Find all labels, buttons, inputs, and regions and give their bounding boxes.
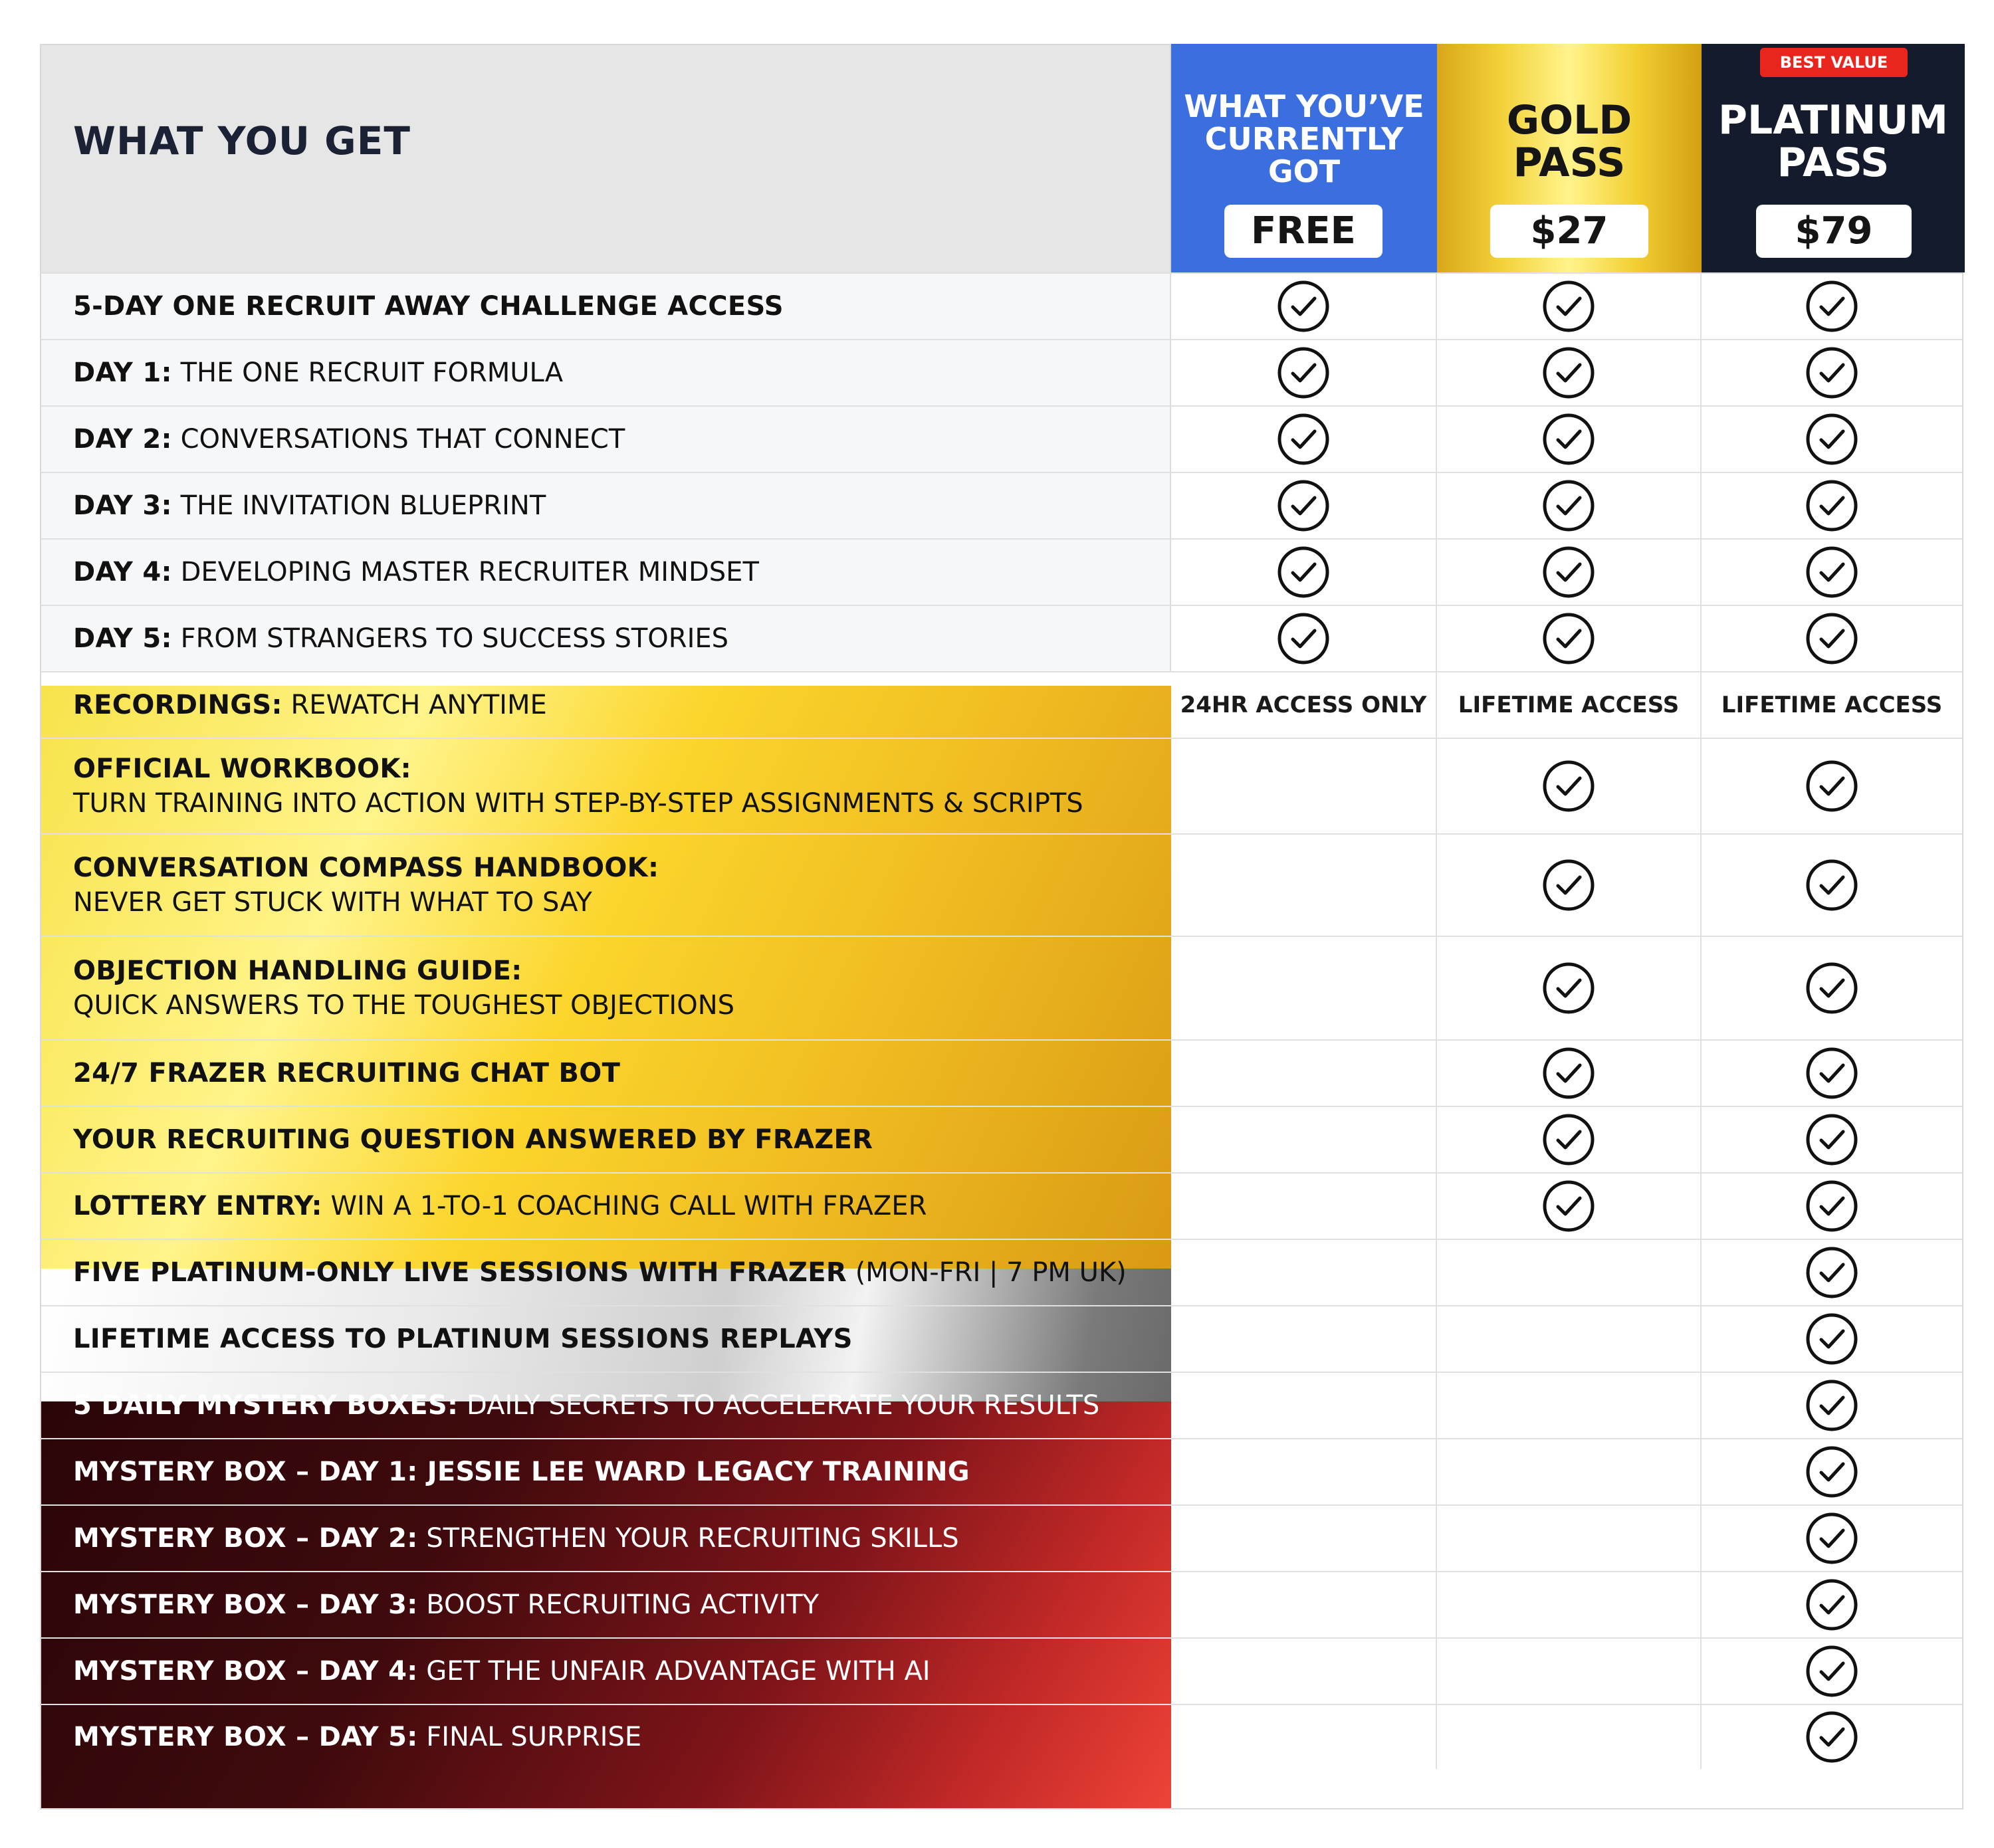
feature-row xyxy=(41,1637,1962,1704)
cell-gold xyxy=(1437,274,1702,339)
feature-line-2 xyxy=(73,788,1171,819)
feature-detail-text: FINAL SURPRISE xyxy=(426,1722,642,1752)
feature-line xyxy=(73,1124,1171,1155)
feature-bold-text: DAY 2: xyxy=(73,424,172,455)
feature-row xyxy=(41,1172,1962,1239)
feature-label xyxy=(41,672,1171,738)
feature-label xyxy=(41,1174,1171,1239)
feature-line xyxy=(73,291,1170,322)
feature-row xyxy=(41,605,1962,671)
feature-row xyxy=(41,272,1962,339)
check-circle-icon xyxy=(1542,1047,1595,1100)
cell-gold xyxy=(1437,1572,1702,1637)
feature-detail-text: GET THE UNFAIR ADVANTAGE WITH AI xyxy=(426,1656,931,1687)
feature-line xyxy=(73,1590,1171,1620)
feature-label xyxy=(41,1306,1171,1372)
feature-line xyxy=(73,1058,1171,1088)
feature-row xyxy=(41,538,1962,605)
feature-row xyxy=(41,1239,1962,1305)
feature-label xyxy=(41,1572,1171,1637)
feature-detail-text: THE ONE RECRUIT FORMULA xyxy=(180,358,564,388)
feature-row xyxy=(41,1305,1962,1372)
check-circle-icon xyxy=(1805,1645,1858,1698)
cell-gold xyxy=(1437,1041,1702,1106)
feature-label xyxy=(41,340,1171,405)
cell-platinum xyxy=(1702,1174,1962,1239)
feature-detail-text: REWATCH ANYTIME xyxy=(290,690,547,720)
plan-price: FREE xyxy=(1224,205,1383,258)
plan-price: $27 xyxy=(1490,205,1648,258)
feature-line xyxy=(73,1523,1171,1554)
feature-column-title: WHAT YOU GET xyxy=(73,118,411,163)
feature-bold-text: MYSTERY BOX – DAY 2: xyxy=(73,1523,418,1554)
feature-bold-text: 5 DAILY MYSTERY BOXES: xyxy=(73,1390,459,1421)
feature-label xyxy=(41,1639,1171,1704)
feature-line-1 xyxy=(73,956,1171,986)
feature-line xyxy=(73,1722,1171,1752)
plan-name: WHAT YOU’VE CURRENTLY GOT xyxy=(1184,88,1424,189)
feature-label xyxy=(41,540,1171,605)
feature-line xyxy=(73,1457,1171,1487)
check-circle-icon xyxy=(1542,280,1595,333)
cell-free xyxy=(1171,672,1437,738)
feature-line xyxy=(73,1390,1171,1421)
cell-platinum xyxy=(1702,274,1962,339)
cell-gold xyxy=(1437,835,1702,936)
check-circle-icon xyxy=(1805,280,1858,333)
cell-platinum xyxy=(1702,1107,1962,1172)
check-circle-icon xyxy=(1805,413,1858,466)
cell-gold xyxy=(1437,1306,1702,1372)
cell-gold xyxy=(1437,672,1702,738)
cell-platinum xyxy=(1702,1506,1962,1571)
cell-platinum xyxy=(1702,1041,1962,1106)
feature-detail-text: DEVELOPING MASTER RECRUITER MINDSET xyxy=(180,557,759,587)
feature-detail-text: BOOST RECRUITING ACTIVITY xyxy=(426,1590,820,1620)
check-circle-icon xyxy=(1805,1578,1858,1631)
check-circle-icon xyxy=(1277,546,1330,599)
plan-header-free xyxy=(1171,44,1437,272)
cell-gold xyxy=(1437,407,1702,472)
feature-row xyxy=(41,405,1962,472)
cell-platinum xyxy=(1702,1373,1962,1438)
check-circle-icon xyxy=(1542,612,1595,665)
check-circle-icon xyxy=(1805,760,1858,813)
feature-label xyxy=(41,739,1171,833)
feature-line xyxy=(73,490,1170,521)
plan-price: $79 xyxy=(1756,205,1912,258)
plan-name xyxy=(1437,97,1702,186)
feature-label xyxy=(41,1439,1171,1504)
feature-line xyxy=(73,1191,1171,1221)
cell-free xyxy=(1171,1639,1437,1704)
feature-bold-text: OBJECTION HANDLING GUIDE: xyxy=(73,956,522,986)
feature-bold-text: DAY 5: xyxy=(73,623,172,654)
check-circle-icon xyxy=(1805,479,1858,532)
cell-gold xyxy=(1437,1439,1702,1504)
check-circle-icon xyxy=(1542,479,1595,532)
cell-platinum xyxy=(1702,340,1962,405)
check-circle-icon xyxy=(1805,859,1858,912)
feature-label xyxy=(41,1705,1171,1769)
check-circle-icon xyxy=(1277,280,1330,333)
feature-line xyxy=(73,1257,1171,1288)
check-circle-icon xyxy=(1805,1512,1858,1565)
feature-line xyxy=(73,557,1170,587)
cell-gold xyxy=(1437,739,1702,833)
check-circle-icon xyxy=(1277,413,1330,466)
cell-free xyxy=(1171,1174,1437,1239)
cell-gold xyxy=(1437,937,1702,1039)
cell-platinum xyxy=(1702,835,1962,936)
check-circle-icon xyxy=(1542,546,1595,599)
feature-label xyxy=(41,1107,1171,1172)
feature-row xyxy=(41,1106,1962,1172)
cell-free xyxy=(1171,540,1437,605)
feature-row xyxy=(41,1438,1962,1504)
feature-line xyxy=(73,1324,1171,1354)
feature-bold-text: DAY 1: xyxy=(73,358,172,388)
check-circle-icon xyxy=(1805,1246,1858,1299)
cell-free xyxy=(1171,1572,1437,1637)
feature-detail-text: NEVER GET STUCK WITH WHAT TO SAY xyxy=(73,887,592,918)
feature-row xyxy=(41,671,1962,738)
cell-free xyxy=(1171,1705,1437,1769)
plan-header-gold xyxy=(1437,44,1702,272)
access-label: LIFETIME ACCESS xyxy=(1721,692,1943,718)
feature-line-1 xyxy=(73,754,1171,784)
cell-gold xyxy=(1437,473,1702,538)
feature-line xyxy=(73,424,1170,455)
cell-free xyxy=(1171,937,1437,1039)
feature-bold-text: MYSTERY BOX – DAY 3: xyxy=(73,1590,418,1620)
comparison-table xyxy=(40,44,1963,1809)
cell-platinum xyxy=(1702,1439,1962,1504)
feature-detail-text: STRENGTHEN YOUR RECRUITING SKILLS xyxy=(426,1523,959,1554)
cell-platinum xyxy=(1702,672,1962,738)
access-label: LIFETIME ACCESS xyxy=(1458,692,1680,718)
feature-detail-text: QUICK ANSWERS TO THE TOUGHEST OBJECTIONS xyxy=(73,990,734,1021)
check-circle-icon xyxy=(1805,962,1858,1015)
cell-gold xyxy=(1437,340,1702,405)
feature-line xyxy=(73,690,1171,720)
cell-platinum xyxy=(1702,1639,1962,1704)
cell-gold xyxy=(1437,606,1702,671)
feature-bold-text: RECORDINGS: xyxy=(73,690,282,720)
feature-bold-text: OFFICIAL WORKBOOK: xyxy=(73,754,411,784)
feature-line-2 xyxy=(73,887,1171,918)
feature-bold-text: 5-DAY ONE RECRUIT AWAY CHALLENGE ACCESS xyxy=(73,291,784,322)
feature-line xyxy=(73,623,1170,654)
cell-gold xyxy=(1437,1639,1702,1704)
check-circle-icon xyxy=(1805,1312,1858,1366)
check-circle-icon xyxy=(1805,612,1858,665)
feature-bold-text: MYSTERY BOX – DAY 4: xyxy=(73,1656,418,1687)
feature-bold-text: LIFETIME ACCESS TO PLATINUM SESSIONS REPLAYS xyxy=(73,1324,853,1354)
check-circle-icon xyxy=(1277,346,1330,399)
cell-platinum xyxy=(1702,1572,1962,1637)
check-circle-icon xyxy=(1542,413,1595,466)
cell-free xyxy=(1171,739,1437,833)
feature-label xyxy=(41,274,1171,339)
feature-row xyxy=(41,833,1962,936)
check-circle-icon xyxy=(1542,859,1595,912)
feature-bold-text: MYSTERY BOX – DAY 5: xyxy=(73,1722,418,1752)
cell-free xyxy=(1171,1306,1437,1372)
cell-platinum xyxy=(1702,473,1962,538)
feature-detail-text: (MON-FRI | 7 PM UK) xyxy=(855,1257,1127,1288)
feature-label xyxy=(41,835,1171,936)
cell-free xyxy=(1171,1373,1437,1438)
feature-label xyxy=(41,1506,1171,1571)
plan-name xyxy=(1702,97,1965,186)
cell-gold xyxy=(1437,1506,1702,1571)
feature-line xyxy=(73,358,1170,388)
plan-name-line-1: GOLD xyxy=(1506,97,1632,144)
feature-label xyxy=(41,1240,1171,1305)
feature-bold-text: FIVE PLATINUM-ONLY LIVE SESSIONS WITH FRAZER xyxy=(73,1257,847,1288)
feature-row xyxy=(41,1571,1962,1637)
feature-detail-text: DAILY SECRETS TO ACCELERATE YOUR RESULTS xyxy=(467,1390,1100,1421)
feature-bold-text: YOUR RECRUITING QUESTION ANSWERED BY FRAZER xyxy=(73,1124,873,1155)
cell-free xyxy=(1171,1107,1437,1172)
cell-gold xyxy=(1437,1373,1702,1438)
feature-bold-text: DAY 4: xyxy=(73,557,172,587)
cell-platinum xyxy=(1702,937,1962,1039)
check-circle-icon xyxy=(1805,346,1858,399)
feature-label xyxy=(41,1041,1171,1106)
feature-row xyxy=(41,1039,1962,1106)
plan-name-line-2: PASS xyxy=(1513,139,1626,186)
cell-gold xyxy=(1437,1240,1702,1305)
best-value-badge: BEST VALUE xyxy=(1760,48,1908,77)
cell-platinum xyxy=(1702,1306,1962,1372)
feature-line xyxy=(73,1656,1171,1687)
check-circle-icon xyxy=(1277,612,1330,665)
cell-gold xyxy=(1437,1705,1702,1769)
check-circle-icon xyxy=(1805,546,1858,599)
cell-platinum xyxy=(1702,606,1962,671)
check-circle-icon xyxy=(1805,1445,1858,1498)
plan-name-line-1: PLATINUM xyxy=(1718,97,1948,144)
feature-detail-text: FROM STRANGERS TO SUCCESS STORIES xyxy=(180,623,729,654)
plan-header-platinum xyxy=(1702,44,1965,272)
feature-row xyxy=(41,936,1962,1039)
feature-bold-text: CONVERSATION COMPASS HANDBOOK: xyxy=(73,853,659,883)
feature-bold-text: 24/7 FRAZER RECRUITING CHAT BOT xyxy=(73,1058,621,1088)
cell-platinum xyxy=(1702,540,1962,605)
cell-free xyxy=(1171,340,1437,405)
cell-free xyxy=(1171,473,1437,538)
check-circle-icon xyxy=(1805,1180,1858,1233)
cell-gold xyxy=(1437,1174,1702,1239)
plan-name-line-2: PASS xyxy=(1777,139,1890,186)
cell-gold xyxy=(1437,540,1702,605)
feature-row xyxy=(41,738,1962,833)
cell-free xyxy=(1171,1240,1437,1305)
feature-label xyxy=(41,473,1171,538)
cell-platinum xyxy=(1702,1240,1962,1305)
header-feature-cell xyxy=(41,45,1171,272)
access-label: 24HR ACCESS ONLY xyxy=(1180,692,1427,718)
check-circle-icon xyxy=(1805,1379,1858,1432)
feature-detail-text: CONVERSATIONS THAT CONNECT xyxy=(180,424,625,455)
feature-detail-text: WIN A 1-TO-1 COACHING CALL WITH FRAZER xyxy=(330,1191,927,1221)
check-circle-icon xyxy=(1805,1113,1858,1166)
feature-label xyxy=(41,1373,1171,1438)
feature-detail-text: THE INVITATION BLUEPRINT xyxy=(180,490,546,521)
feature-row xyxy=(41,1504,1962,1571)
feature-row xyxy=(41,339,1962,405)
check-circle-icon xyxy=(1542,760,1595,813)
cell-free xyxy=(1171,1439,1437,1504)
feature-line-1 xyxy=(73,853,1171,883)
feature-row xyxy=(41,1372,1962,1438)
feature-bold-text: DAY 3: xyxy=(73,490,172,521)
check-circle-icon xyxy=(1277,479,1330,532)
feature-label xyxy=(41,407,1171,472)
feature-row xyxy=(41,1704,1962,1769)
feature-label xyxy=(41,606,1171,671)
feature-row xyxy=(41,472,1962,538)
check-circle-icon xyxy=(1542,962,1595,1015)
feature-line-2 xyxy=(73,990,1171,1021)
cell-free xyxy=(1171,407,1437,472)
check-circle-icon xyxy=(1805,1047,1858,1100)
check-circle-icon xyxy=(1542,1113,1595,1166)
feature-bold-text: LOTTERY ENTRY: xyxy=(73,1191,322,1221)
cell-free xyxy=(1171,274,1437,339)
cell-free xyxy=(1171,1041,1437,1106)
check-circle-icon xyxy=(1805,1710,1858,1764)
cell-gold xyxy=(1437,1107,1702,1172)
cell-platinum xyxy=(1702,739,1962,833)
feature-label xyxy=(41,937,1171,1039)
feature-bold-text: MYSTERY BOX – DAY 1: JESSIE LEE WARD LEGACY TRAINING xyxy=(73,1457,970,1487)
cell-platinum xyxy=(1702,407,1962,472)
check-circle-icon xyxy=(1542,1180,1595,1233)
cell-platinum xyxy=(1702,1705,1962,1769)
check-circle-icon xyxy=(1542,346,1595,399)
cell-free xyxy=(1171,606,1437,671)
cell-free xyxy=(1171,1506,1437,1571)
feature-detail-text: TURN TRAINING INTO ACTION WITH STEP-BY-STEP ASSIGNMENTS & SCRIPTS xyxy=(73,788,1083,819)
cell-free xyxy=(1171,835,1437,936)
